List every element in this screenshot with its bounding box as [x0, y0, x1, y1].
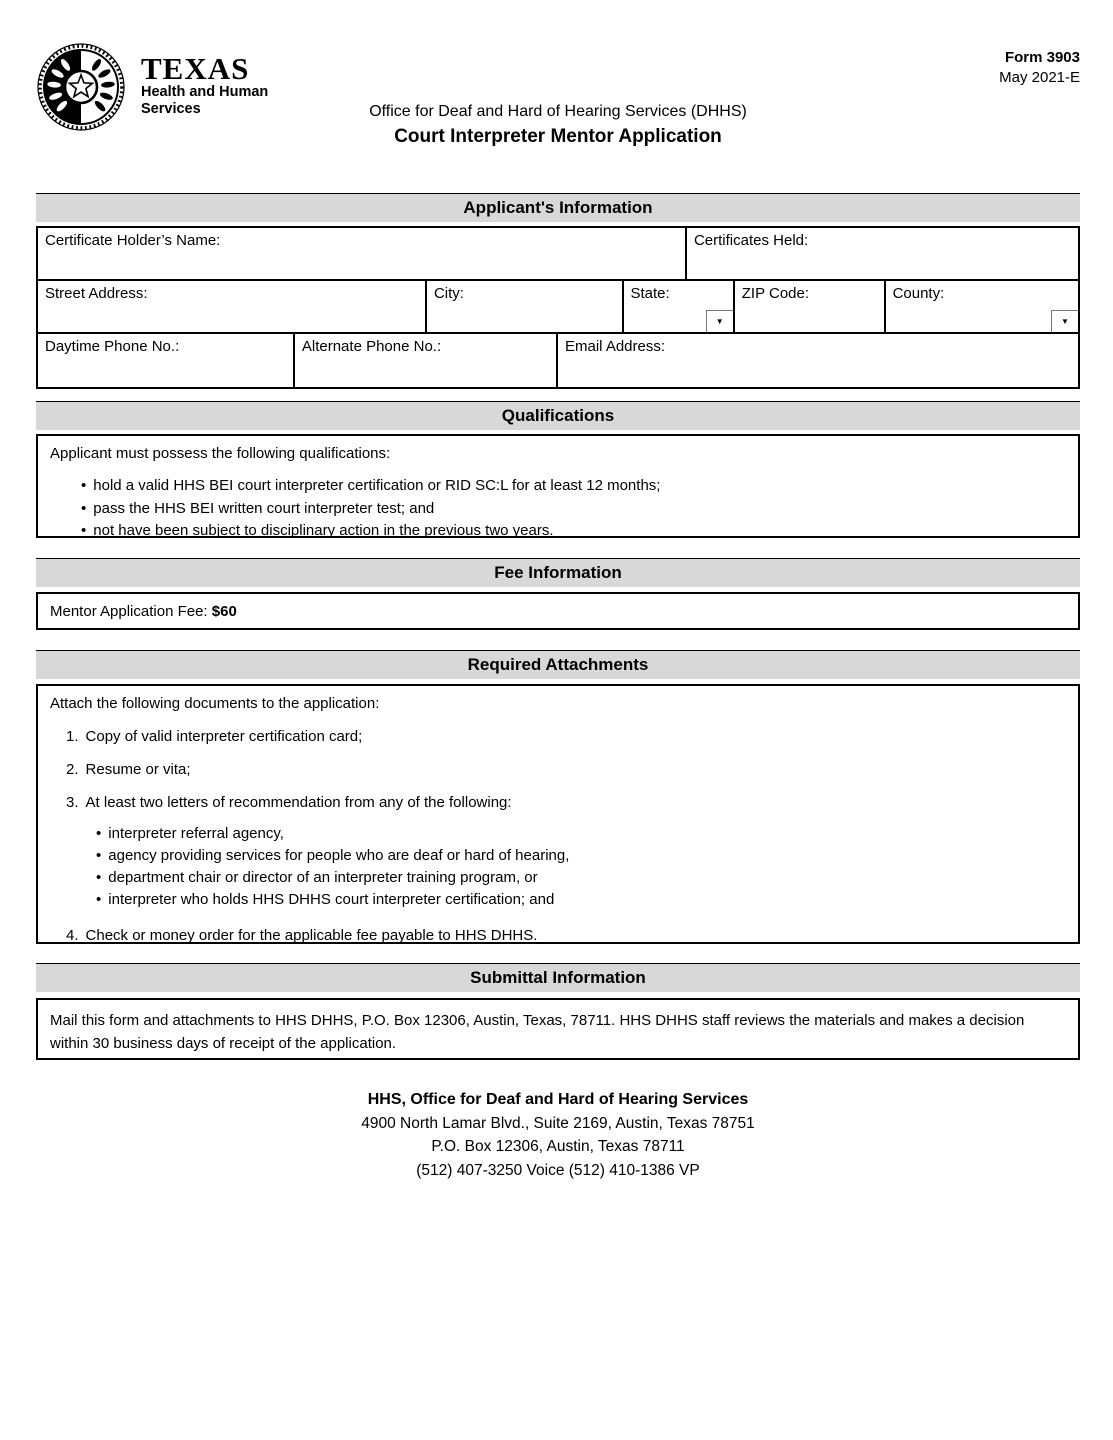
footer-org-name: HHS, Office for Deaf and Hard of Hearing Services	[367, 1091, 749, 1108]
certificate-holder-name-field[interactable]	[38, 228, 687, 279]
attachment-item	[66, 927, 1066, 944]
qualification-item: • pass the HHS BEI written court interpreter test; and	[81, 498, 1066, 521]
field-label: County:	[892, 285, 945, 302]
table-row	[38, 281, 1078, 334]
logo-sub-text-2: Services	[141, 101, 201, 117]
field-label: ZIP Code:	[741, 285, 810, 302]
table-row	[38, 334, 1078, 387]
field-label: Alternate Phone No.:	[301, 338, 442, 355]
attachments-intro: Attach the following documents to the application:	[50, 695, 380, 712]
qualifications-box	[36, 434, 1080, 538]
submittal-text: Mail this form and attachments to HHS DHHS, P.O. Box 12306, Austin, Texas, 78711. HHS DHHS staff reviews the materials and makes a decision within 30 business days of receipt of the application.	[50, 1012, 1025, 1052]
item-text: At least two letters of recommendation from any of the following:	[85, 794, 512, 811]
table-row	[38, 228, 1078, 281]
footer-address-block	[36, 1088, 1080, 1182]
city-field[interactable]	[427, 281, 624, 332]
qualification-item: • not have been subject to disciplinary action in the previous two years.	[81, 520, 1066, 543]
form-revision-date: May 2021-E	[999, 69, 1080, 86]
item-number: 2.	[66, 761, 79, 778]
section-heading-label: Applicant's Information	[463, 198, 653, 217]
field-label: City:	[433, 285, 464, 302]
footer-po-box: P.O. Box 12306, Austin, Texas 78711	[431, 1138, 685, 1155]
qualifications-list	[81, 475, 1066, 543]
item-text: Copy of valid interpreter certification card;	[85, 728, 363, 745]
section-heading-required-attachments	[36, 650, 1080, 679]
county-field[interactable]	[886, 281, 1078, 332]
applicant-info-table	[36, 226, 1080, 389]
attachment-item	[66, 794, 1066, 811]
section-heading-submittal-information	[36, 963, 1080, 992]
fee-label: Mentor Application Fee:	[50, 603, 208, 620]
recommendation-source-item: • interpreter who holds HHS DHHS court interpreter certification; and	[96, 889, 1066, 911]
section-heading-label: Fee Information	[494, 563, 622, 582]
logo-brand-text: TEXAS	[141, 51, 250, 86]
recommendation-sources-list	[96, 823, 1066, 911]
footer-phone-numbers: (512) 407-3250 Voice (512) 410-1386 VP	[416, 1161, 700, 1179]
field-label: Certificate Holder’s Name:	[45, 232, 221, 249]
submittal-box	[36, 998, 1080, 1060]
attachment-item	[66, 761, 1066, 778]
fee-line	[50, 603, 1066, 620]
recommendation-source-item: • interpreter referral agency,	[96, 823, 1066, 845]
daytime-phone-field[interactable]	[38, 334, 295, 387]
title-block	[36, 101, 1080, 149]
item-number: 1.	[66, 728, 79, 745]
state-field[interactable]	[624, 281, 735, 332]
form-number: Form 3903	[1004, 49, 1080, 66]
item-text: Resume or vita;	[85, 761, 191, 778]
field-label: Certificates Held:	[693, 232, 809, 249]
section-heading-label: Required Attachments	[467, 655, 649, 674]
recommendation-source-item: • department chair or director of an interpreter training program, or	[96, 867, 1066, 889]
chevron-down-icon: ▼	[715, 316, 724, 326]
zip-code-field[interactable]	[735, 281, 886, 332]
fee-box	[36, 592, 1080, 630]
alternate-phone-field[interactable]	[295, 334, 558, 387]
section-heading-label: Qualifications	[501, 406, 615, 425]
form-header	[36, 0, 1080, 193]
form-page	[36, 0, 1080, 1182]
email-address-field[interactable]	[558, 334, 1078, 387]
street-address-field[interactable]	[38, 281, 427, 332]
item-number: 4.	[66, 927, 79, 944]
qualifications-intro: Applicant must possess the following qualifications:	[50, 445, 391, 462]
footer-street-address: 4900 North Lamar Blvd., Suite 2169, Austin, Texas 78751	[361, 1114, 755, 1132]
page-title: Court Interpreter Mentor Application	[394, 126, 722, 147]
qualification-item: • hold a valid HHS BEI court interpreter certification or RID SC:L for at least 12 months;	[81, 475, 1066, 498]
field-label: Email Address:	[564, 338, 666, 355]
section-heading-applicant-information	[36, 193, 1080, 222]
form-identifier	[999, 48, 1080, 88]
section-heading-fee-information	[36, 558, 1080, 587]
fee-amount: $60	[211, 603, 237, 620]
field-label: Daytime Phone No.:	[45, 338, 180, 355]
county-dropdown-button[interactable]	[1051, 310, 1078, 332]
field-label: Street Address:	[45, 285, 148, 302]
chevron-down-icon: ▼	[1060, 316, 1069, 326]
section-heading-label: Submittal Information	[470, 968, 646, 987]
attachments-box	[36, 684, 1080, 944]
recommendation-source-item: • agency providing services for people who are deaf or hard of hearing,	[96, 845, 1066, 867]
item-text: Check or money order for the applicable fee payable to HHS DHHS.	[85, 927, 538, 944]
certificates-held-field[interactable]	[687, 228, 1078, 279]
logo-sub-text-1: Health and Human	[141, 84, 269, 100]
attachment-item	[66, 728, 1066, 745]
office-subtitle: Office for Deaf and Hard of Hearing Services (DHHS)	[369, 103, 747, 120]
item-number: 3.	[66, 794, 79, 811]
section-heading-qualifications	[36, 401, 1080, 430]
field-label: State:	[630, 285, 670, 302]
state-dropdown-button[interactable]	[706, 310, 733, 332]
